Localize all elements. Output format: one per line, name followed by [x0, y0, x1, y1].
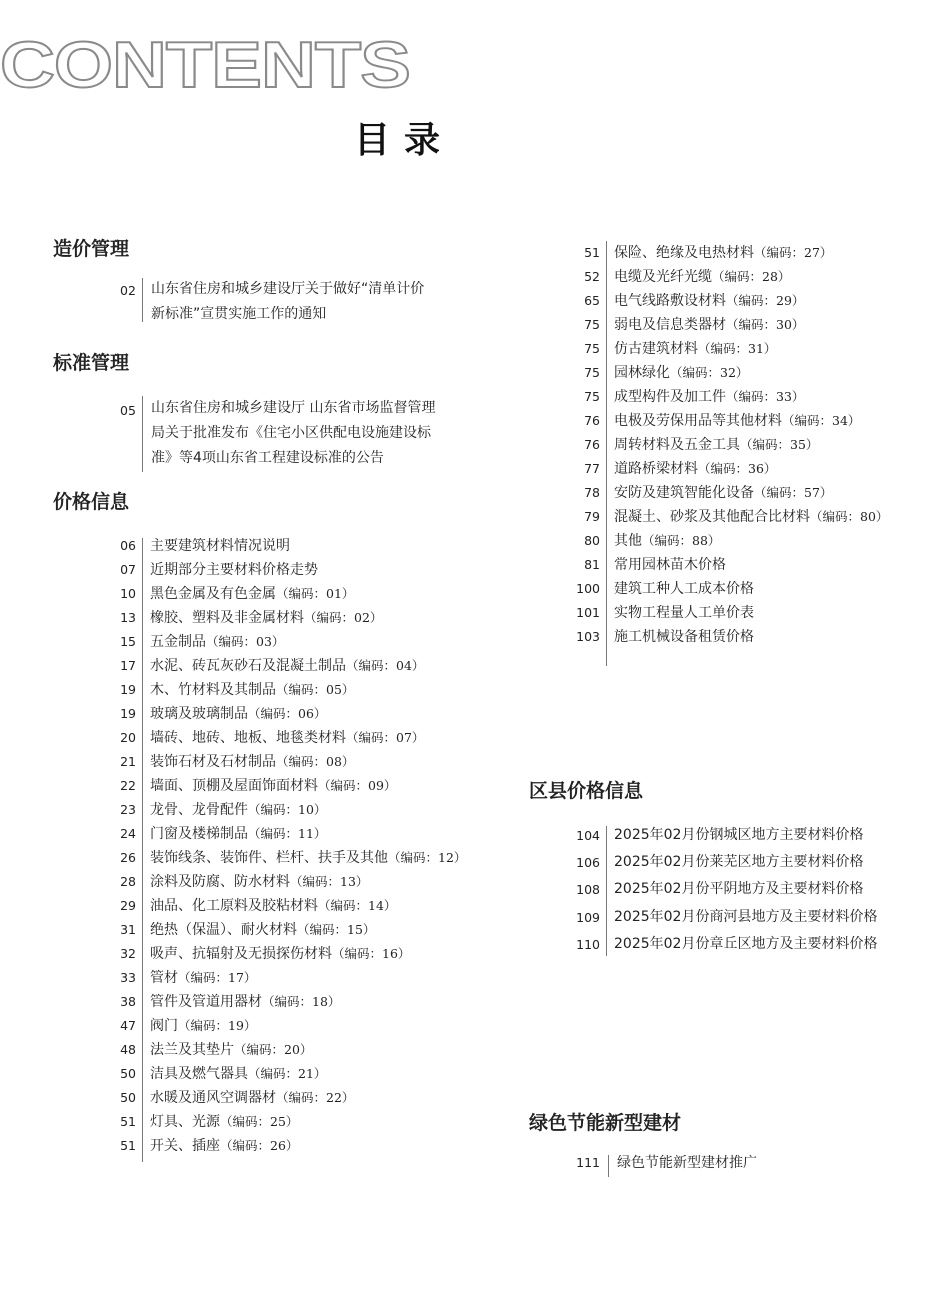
toc-entry[interactable] — [568, 241, 928, 265]
toc-entry[interactable] — [104, 1038, 504, 1062]
toc-entry-code: （编码：22） — [276, 1090, 355, 1105]
toc-entry-title-text: 施工机械设备租赁价格 — [614, 629, 754, 645]
toc-entry[interactable] — [568, 457, 928, 481]
toc-entry[interactable] — [104, 774, 504, 798]
toc-entry-title — [614, 289, 804, 313]
toc-entry-title — [614, 361, 748, 385]
toc-entry[interactable] — [568, 876, 928, 903]
toc-entry-title — [150, 654, 424, 678]
toc-entry-code: （编码：13） — [290, 874, 369, 889]
toc-entry-line: 山东省住房和城乡建设厅关于做好“清单计价 — [151, 281, 425, 297]
toc-page-number: 23 — [120, 802, 136, 817]
toc-page-number: 28 — [120, 874, 136, 889]
toc-page-number: 02 — [120, 283, 136, 298]
toc-page-number: 100 — [576, 581, 600, 596]
toc-entry-code: （编码：26） — [220, 1138, 299, 1153]
toc-entry[interactable] — [568, 433, 928, 457]
toc-entry-title — [614, 904, 877, 931]
toc-entry-title-text: 涂料及防腐、防水材料 — [150, 874, 290, 890]
toc-entry-title-text: 木、竹材料及其制品 — [150, 682, 276, 698]
toc-entry-title — [614, 409, 860, 433]
toc-page-number: 51 — [120, 1114, 136, 1129]
section-title-district-prices: 区县价格信息 — [529, 780, 644, 802]
toc-entry[interactable] — [568, 265, 928, 289]
toc-entry-title — [614, 529, 720, 553]
toc-entry-title-text: 保险、绝缘及电热材料 — [614, 245, 754, 261]
toc-page-number: 75 — [584, 317, 600, 332]
toc-entry-title — [150, 822, 326, 846]
toc-entry-code: （编码：11） — [248, 826, 327, 841]
toc-entry-title — [150, 558, 318, 582]
toc-entry-code: （编码：20） — [234, 1042, 313, 1057]
toc-entry-title — [614, 241, 832, 265]
toc-entry[interactable] — [568, 361, 928, 385]
toc-entry-title-text: 洁具及燃气器具 — [150, 1066, 248, 1082]
toc-entry-title — [150, 1086, 354, 1110]
toc-entry-title — [614, 876, 863, 903]
toc-entry-code: （编码：08） — [276, 754, 355, 769]
toc-page-number: 50 — [120, 1090, 136, 1105]
toc-entry-title — [150, 1134, 298, 1158]
section-title-price-info: 价格信息 — [53, 491, 130, 513]
toc-entry-title-text: 2025年02月份平阴地方及主要材料价格 — [614, 881, 864, 898]
toc-entry-code: （编码：35） — [740, 437, 819, 452]
toc-entry-title-text: 管材 — [150, 970, 178, 986]
toc-entry-title — [614, 577, 754, 601]
toc-page-number: 19 — [120, 706, 136, 721]
toc-entry-code: （编码：27） — [754, 245, 833, 260]
toc-entry[interactable] — [568, 577, 928, 601]
toc-entry-title — [614, 385, 804, 409]
toc-entry-title-text: 电极及劳保用品等其他材料 — [614, 413, 782, 429]
toc-entry-line: 准》等4项山东省工程建设标准的公告 — [151, 450, 384, 466]
toc-entry-title — [614, 433, 818, 457]
toc-entry-title-text: 2025年02月份钢城区地方主要材料价格 — [614, 827, 864, 843]
toc-entry[interactable] — [568, 553, 928, 577]
toc-entry-code: （编码：10） — [248, 802, 327, 817]
toc-entry-title — [150, 1110, 298, 1134]
toc-page-number: 76 — [584, 413, 600, 428]
toc-entry-title — [150, 630, 284, 654]
toc-page-number: 65 — [584, 293, 600, 308]
toc-entry-title — [150, 750, 354, 774]
toc-page-number: 20 — [120, 730, 136, 745]
toc-entry-title-text: 主要建筑材料情况说明 — [150, 538, 290, 554]
toc-entry[interactable] — [104, 918, 504, 942]
toc-entry-title-text: 弱电及信息类器材 — [614, 317, 726, 333]
toc-entry-code: （编码：19） — [178, 1018, 257, 1033]
toc-entry[interactable] — [104, 870, 504, 894]
toc-entry-title-text: 水泥、砖瓦灰砂石及混凝土制品 — [150, 658, 346, 674]
toc-entry-code: （编码：21） — [248, 1066, 327, 1081]
toc-entry[interactable] — [104, 1062, 504, 1086]
toc-entry-title — [150, 894, 396, 918]
toc-entry[interactable] — [104, 678, 504, 702]
toc-entry-title-text: 吸声、抗辐射及无损探伤材料 — [150, 946, 332, 962]
toc-entry-title-text: 绝热（保温）、耐火材料 — [150, 922, 297, 938]
toc-entry-title-text: 2025年02月份莱芜区地方主要材料价格 — [614, 854, 864, 871]
toc-entry-code: （编码：28） — [712, 269, 791, 284]
toc-page-number: 108 — [576, 882, 600, 898]
toc-page-number: 10 — [120, 586, 136, 601]
toc-entry-title-text: 法兰及其垫片 — [150, 1042, 234, 1058]
toc-entry-title — [614, 822, 863, 849]
toc-entry[interactable] — [568, 601, 928, 625]
toc-entry-title — [614, 337, 776, 361]
toc-entry-code: （编码：18） — [262, 994, 341, 1009]
toc-entry-title-text: 混凝土、砂浆及其他配合比材料 — [614, 509, 810, 525]
toc-entry[interactable] — [568, 625, 928, 649]
toc-entry-code: （编码：12） — [388, 850, 467, 865]
toc-entry-code: （编码：05） — [276, 682, 355, 697]
toc-entry[interactable] — [568, 529, 928, 553]
toc-entry-title — [614, 313, 804, 337]
toc-page-number: 75 — [584, 365, 600, 380]
toc-entry-title-text: 门窗及楼梯制品 — [150, 826, 248, 842]
toc-entry-code: （编码：36） — [698, 461, 777, 476]
toc-entry-code: （编码：30） — [726, 317, 805, 332]
toc-entry-title — [614, 601, 754, 625]
toc-entry-title — [150, 678, 354, 702]
toc-page-number: 76 — [584, 437, 600, 452]
toc-page-number: 101 — [576, 605, 600, 620]
toc-entry-title-text: 油品、化工原料及胶粘材料 — [150, 898, 318, 914]
toc-entry-title — [150, 966, 256, 990]
toc-page-number: 50 — [120, 1066, 136, 1081]
toc-entry-title-text: 墙砖、地砖、地板、地毯类材料 — [150, 730, 346, 746]
toc-entry[interactable] — [568, 822, 928, 849]
toc-entry[interactable] — [104, 822, 504, 846]
toc-entry-title-text: 建筑工种人工成本价格 — [614, 581, 754, 597]
toc-entry-title-text: 开关、插座 — [150, 1138, 220, 1154]
toc-entry-title — [150, 1014, 256, 1038]
toc-entry-title — [614, 849, 863, 876]
section-title-cost-management: 造价管理 — [53, 238, 130, 260]
toc-entry-title-text: 黑色金属及有色金属 — [150, 586, 276, 602]
toc-page-number: 19 — [120, 682, 136, 697]
toc-entry-title-text: 其他 — [614, 533, 642, 549]
toc-entry[interactable] — [104, 942, 504, 966]
toc-entry[interactable] — [568, 505, 928, 529]
toc-entry-title-text: 管件及管道用器材 — [150, 994, 262, 1010]
toc-entry-code: （编码：88） — [642, 533, 721, 548]
toc-entry-title-text: 龙骨、龙骨配件 — [150, 802, 248, 818]
toc-entry-code: （编码：15） — [297, 922, 376, 937]
toc-entry[interactable] — [568, 385, 928, 409]
toc-page-number: 51 — [120, 1138, 136, 1153]
toc-page-number: 05 — [120, 403, 136, 418]
toc-entry-title — [150, 1038, 312, 1062]
toc-entry[interactable] — [104, 726, 504, 750]
toc-entry[interactable] — [104, 558, 504, 582]
toc-entry-code: （编码：02） — [304, 610, 383, 625]
toc-entry-title-text: 装饰线条、装饰件、栏杆、扶手及其他 — [150, 850, 388, 866]
toc-entry-code: （编码：32） — [670, 365, 749, 380]
toc-entry[interactable] — [104, 1134, 504, 1158]
toc-entry-code: （编码：33） — [726, 389, 805, 404]
toc-entry[interactable] — [568, 313, 928, 337]
toc-entry-title-text: 园林绿化 — [614, 365, 670, 381]
toc-entry[interactable] — [568, 289, 928, 313]
toc-entry-code: （编码：03） — [206, 634, 285, 649]
toc-page-number: 80 — [584, 533, 600, 548]
toc-entry-title — [614, 265, 790, 289]
toc-entry[interactable] — [104, 1110, 504, 1134]
toc-page-number: 29 — [120, 898, 136, 913]
toc-entry-title — [150, 702, 326, 726]
toc-page-number: 51 — [584, 245, 600, 260]
toc-divider — [142, 278, 143, 322]
toc-entry-title-text: 电气线路敷设材料 — [614, 293, 726, 309]
toc-entry[interactable] — [104, 534, 504, 558]
toc-entry[interactable] — [104, 894, 504, 918]
toc-page-number: 24 — [120, 826, 136, 841]
toc-entry-code: （编码：17） — [178, 970, 257, 985]
toc-entry-code: （编码：06） — [248, 706, 327, 721]
toc-list-price-info — [104, 534, 504, 1158]
toc-entry-title-text: 橡胶、塑料及非金属材料 — [150, 610, 304, 626]
toc-entry[interactable] — [104, 582, 504, 606]
toc-entry-title-text: 装饰石材及石材制品 — [150, 754, 276, 770]
toc-page-number: 32 — [120, 946, 136, 961]
toc-page-number: 106 — [576, 855, 600, 871]
toc-entry-title — [614, 481, 832, 505]
toc-entry-title-text: 道路桥梁材料 — [614, 461, 698, 477]
toc-page-number: 52 — [584, 269, 600, 284]
toc-page-number: 110 — [576, 936, 600, 952]
toc-entry-code: （编码：04） — [346, 658, 425, 673]
toc-entry-title-text: 绿色节能新型建材推广 — [617, 1155, 757, 1171]
toc-entry-title — [614, 457, 776, 481]
toc-entry-title — [614, 625, 754, 649]
toc-list-district-prices — [568, 822, 928, 958]
toc-entry[interactable] — [104, 606, 504, 630]
toc-entry-title — [614, 505, 888, 529]
toc-page-number: 17 — [120, 658, 136, 673]
toc-entry-title-text: 灯具、光源 — [150, 1114, 220, 1130]
toc-entry[interactable] — [104, 990, 504, 1014]
toc-page-number: 109 — [576, 909, 600, 925]
toc-entry-title — [150, 918, 375, 942]
toc-entry[interactable] — [104, 750, 504, 774]
toc-entry-code: （编码：09） — [318, 778, 397, 793]
toc-entry-title-text: 五金制品 — [150, 634, 206, 650]
toc-entry-title — [150, 726, 424, 750]
toc-entry[interactable] — [568, 849, 928, 876]
toc-entry-title-text: 玻璃及玻璃制品 — [150, 706, 248, 722]
section-title-standards: 标准管理 — [53, 352, 130, 374]
toc-entry-title — [150, 582, 354, 606]
toc-entry-title-text: 安防及建筑智能化设备 — [614, 485, 754, 501]
toc-entry-title — [150, 846, 466, 870]
toc-entry-title-text: 成型构件及加工件 — [614, 389, 726, 405]
toc-entry-title — [150, 774, 396, 798]
toc-page-number: 22 — [120, 778, 136, 793]
toc-entry-title — [150, 990, 340, 1014]
toc-entry[interactable] — [104, 1014, 504, 1038]
toc-entry-title-text: 实物工程量人工单价表 — [614, 605, 754, 621]
toc-page-number: 15 — [120, 634, 136, 649]
toc-entry-code: （编码：16） — [332, 946, 411, 961]
toc-entry[interactable] — [568, 904, 928, 931]
toc-entry-code: （编码：29） — [726, 293, 805, 308]
toc-entry-title-text: 阀门 — [150, 1018, 178, 1034]
toc-entry[interactable] — [568, 1151, 928, 1175]
toc-page-number: 104 — [576, 828, 600, 843]
toc-entry[interactable] — [104, 846, 504, 870]
toc-page-number: 31 — [120, 922, 136, 937]
toc-page-number: 06 — [120, 538, 136, 553]
toc-entry[interactable] — [104, 1086, 504, 1110]
toc-entry-title — [617, 1151, 757, 1175]
toc-entry-code: （编码：25） — [220, 1114, 299, 1129]
toc-entry-code: （编码：31） — [698, 341, 777, 356]
toc-entry[interactable] — [151, 277, 424, 327]
toc-page-number: 75 — [584, 389, 600, 404]
toc-entry-code: （编码：14） — [318, 898, 397, 913]
toc-page-number: 48 — [120, 1042, 136, 1057]
toc-page-number: 78 — [584, 485, 600, 500]
toc-page-number: 21 — [120, 754, 136, 769]
toc-page-number: 75 — [584, 341, 600, 356]
toc-entry-title-text: 常用园林苗木价格 — [614, 557, 726, 573]
toc-entry-title — [150, 606, 382, 630]
toc-list-green-materials — [568, 1151, 928, 1175]
toc-entry-title-text: 墙面、顶棚及屋面饰面材料 — [150, 778, 318, 794]
toc-entry-code: （编码：07） — [346, 730, 425, 745]
toc-page-number: 47 — [120, 1018, 136, 1033]
toc-entry-line: 山东省住房和城乡建设厅 山东省市场监督管理 — [151, 400, 436, 416]
toc-entry-title-text: 近期部分主要材料价格走势 — [150, 562, 318, 578]
toc-page-number: 26 — [120, 850, 136, 865]
toc-entry-title — [150, 534, 290, 558]
toc-entry-line: 局关于批准发布《住宅小区供配电设施建设标 — [151, 425, 431, 441]
contents-heading: CONTENTS — [0, 28, 410, 102]
toc-entry-title-text: 仿古建筑材料 — [614, 341, 698, 357]
toc-page-number: 111 — [576, 1155, 600, 1170]
toc-entry-code: （编码：80） — [810, 509, 889, 524]
toc-entry[interactable] — [568, 931, 928, 958]
toc-entry[interactable] — [104, 654, 504, 678]
toc-entry[interactable] — [104, 630, 504, 654]
toc-entry-title — [614, 931, 877, 958]
toc-entry[interactable] — [568, 481, 928, 505]
toc-page-number: 13 — [120, 610, 136, 625]
toc-page-number: 07 — [120, 562, 136, 577]
toc-entry-line: 新标准”宣贯实施工作的通知 — [151, 306, 327, 322]
toc-entry-title — [150, 870, 368, 894]
toc-entry[interactable] — [104, 798, 504, 822]
toc-list-price-info-continued — [568, 241, 928, 649]
toc-page-number: 77 — [584, 461, 600, 476]
page-title: 目录 — [354, 120, 455, 161]
toc-entry-title — [150, 942, 410, 966]
toc-entry-title — [150, 798, 326, 822]
toc-entry-code: （编码：34） — [782, 413, 861, 428]
toc-entry-title-text: 电缆及光纤光缆 — [614, 269, 712, 285]
toc-entry-title-text: 2025年02月份商河县地方及主要材料价格 — [614, 908, 878, 925]
toc-entry-title-text: 2025年02月份章丘区地方及主要材料价格 — [614, 935, 878, 952]
toc-entry[interactable] — [104, 702, 504, 726]
toc-entry-code: （编码：57） — [754, 485, 833, 500]
toc-page-number: 33 — [120, 970, 136, 985]
toc-divider — [142, 396, 143, 472]
toc-page-number: 38 — [120, 994, 136, 1009]
toc-entry[interactable] — [104, 966, 504, 990]
toc-entry-title — [614, 553, 726, 577]
toc-page-number: 81 — [584, 557, 600, 572]
toc-entry-title-text: 水暖及通风空调器材 — [150, 1090, 276, 1106]
toc-entry[interactable] — [151, 396, 435, 471]
toc-entry[interactable] — [568, 337, 928, 361]
toc-page-number: 103 — [576, 629, 600, 644]
toc-page-number: 79 — [584, 509, 600, 524]
toc-entry-title-text: 周转材料及五金工具 — [614, 437, 740, 453]
toc-entry-code: （编码：01） — [276, 586, 355, 601]
section-title-green-materials: 绿色节能新型建材 — [529, 1112, 682, 1134]
toc-entry-title — [150, 1062, 326, 1086]
toc-entry[interactable] — [568, 409, 928, 433]
